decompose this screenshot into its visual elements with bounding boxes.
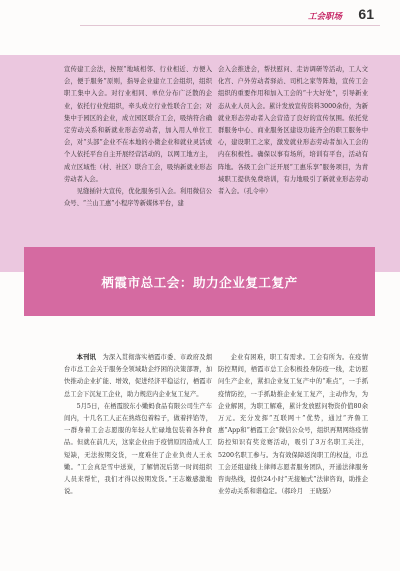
paragraph <box>64 352 212 401</box>
header-divider <box>80 25 380 26</box>
section-header: 工会职场 <box>307 11 342 21</box>
paragraph <box>218 352 368 498</box>
article-right-column <box>218 352 368 498</box>
article-title: 栖霞市总工会：助力企业复工复产 <box>101 275 298 290</box>
article-title-banner <box>24 247 375 316</box>
lead-tag: 本刊讯 <box>76 354 96 361</box>
paragraph: 宣传建工会法，按照“地域相邻、行业相近、方便入会，便于服务”原则，指导企业建立工会组织，组织职工集中入会。对行业相同、单位分布广泛散的企业，依托行业党组织，牵头成立行业性联合工会；对集中于园区的企业，成立园区联合工会，吸纳符合确定劳动关系和新就业形态劳动者，加入用人单位工会，对“头部”企业不在本地的小微企业和就业灵活或个人依托平台自主开展经营活动的，以网工地方主，成立区域性（村、社区）联合工会，吸纳新就业形态劳动者入会。 <box>64 66 212 183</box>
byline: （孔令申） <box>243 188 272 196</box>
paragraph-text: 为深入贯彻落实栖霞市委、市政府及烟台市总工会关于服务全领域助企纾困的决策部署，加快推动企业扩能、增效，促进经济平稳运行，栖霞市总工会下沉复工企业，助力规范内企业复工复产。 <box>64 354 213 398</box>
article-left-column <box>64 352 212 498</box>
paragraph-text: 会入会推进会，帮扶慰问、走访调研等活动，工人文化宫、户外劳动者驿站、司机之家等阵地，宣传工会组织的重要作用和加入工会的“十大好处”，引导新业态从业人员入会。累计发放宣传资料3000余份，为新就业形态劳动者入会营造了良好的宣传氛围。依托党群服务中心、商业服务区建设功能齐全的职工服务中心，建设职工之家，激发就业形态劳动者加入工会的内在积极性。确保以事有场所，培训有平台，活动有阵地。各级工会广泛开展“工惠乐享”服务项目，为青域职工提供免费培训，有力地吸引了新就业形态劳动者入会。 <box>218 66 368 196</box>
continued-article-right-column <box>218 64 368 198</box>
paragraph: 5月5日，在栖霞胶东小嫩蚂食品有限公司生产车间内，十几名工人正在熟练包着粽子，做着拌馅等，一群身着工会志愿服的年轻人忙碌地包装着各种食品。但就在前几天，这家企业由于疫情原因造成人工短缺，无法按期交货，一度难住了企业负责人王永嫩。“工会真是雪中送炭，了解情况后第一时间组织人员来帮忙，我们才得以按期发货。”王志嫩感激地说。 <box>64 402 212 496</box>
continued-article-left-column <box>64 64 212 210</box>
byline: （郝玲月 王晓磊） <box>280 488 335 496</box>
page-number: 61 <box>358 6 374 22</box>
paragraph-text: 企业有困难，职工有需求。工会有所为。在疫情防控期间，栖霞市总工会积极投身防疫一线，走访慰问生产企业，紧扣企业复工复产中的“难点”，一手抓疫情防控，一手抓助推企业复工复产，主动作为，为企业解困，为职工解难，累计发放慰问物资价值80余万元。充分发挥“互联网＋”优势，通过“齐鲁工惠”App和“栖霞工会”微信公众号，组织再期网络疫情防控知识有奖竞赛活动，吸引了3万名职工关注，5200名职工参与。为有效保障返岗职工的权益，市总工会还组建线上律师志愿者服务团队，开通法律服务咨询热线，提供24小时“无接触式”法律咨询，助推企业劳动关系和谐稳定。 <box>218 354 368 496</box>
paragraph <box>218 64 368 198</box>
paragraph: 见缝插针大宣传，优化服务引入会。利用微信公众号、“兰山工惠”小程序等新媒体平台，建 <box>64 188 212 208</box>
